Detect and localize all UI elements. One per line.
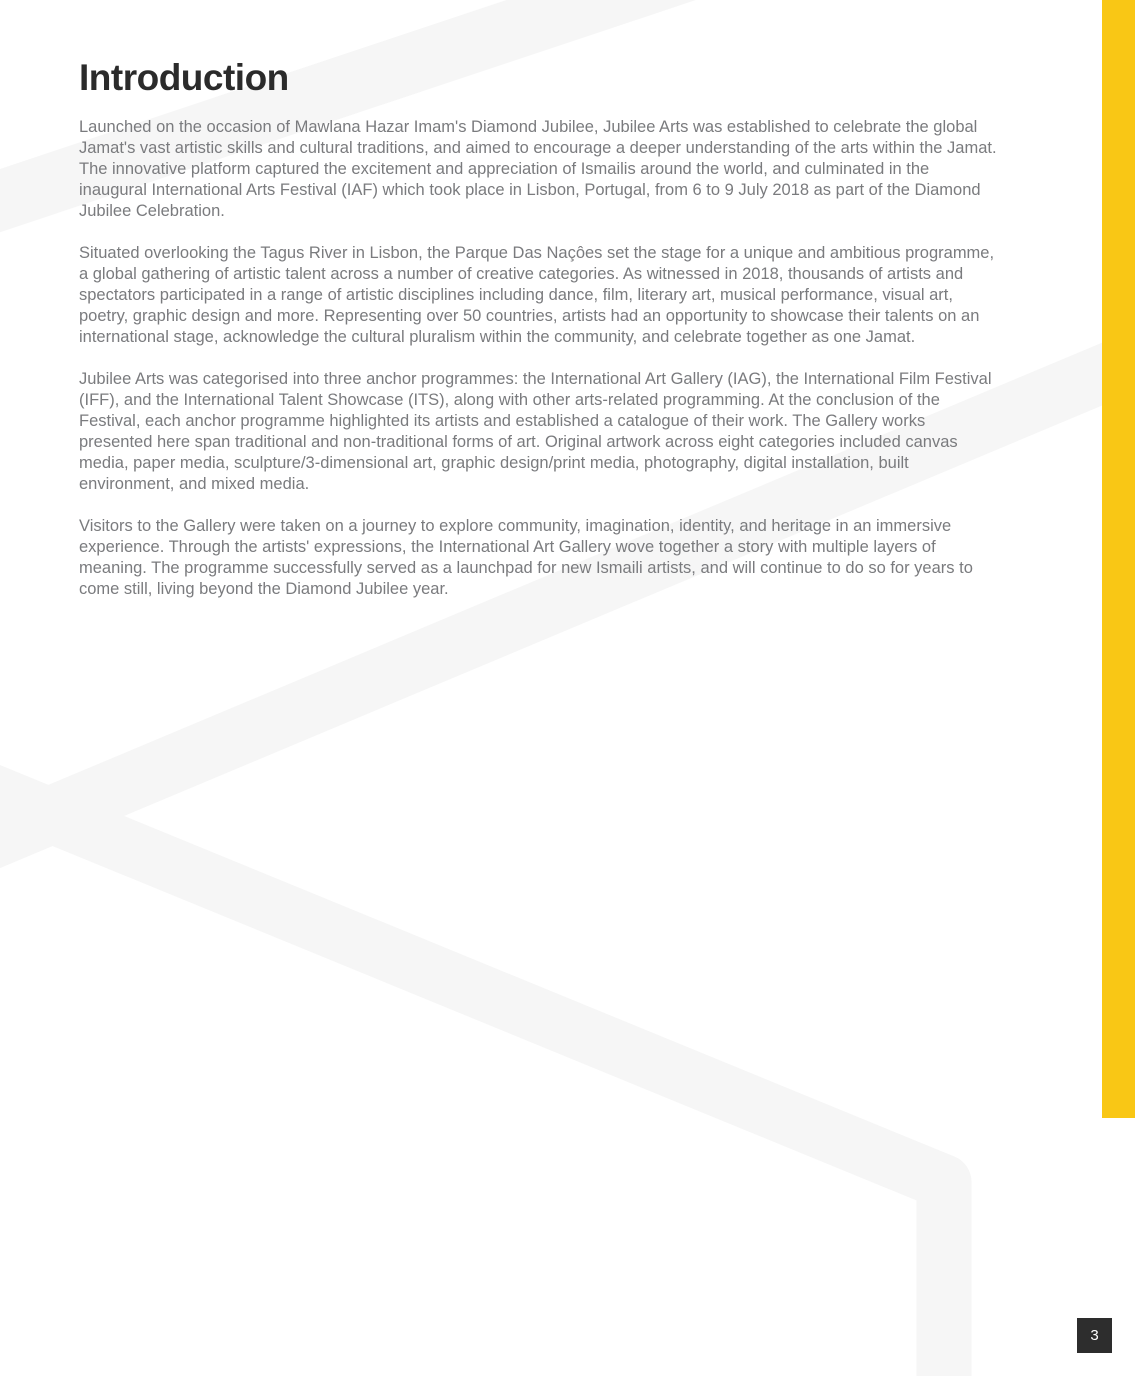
intro-paragraph-3: Jubilee Arts was categorised into three anchor programmes: the International Art Gallery (IAG), the International Film Festival (IFF), and the International Talent Showcase (ITS), along with other arts-related programming. At the conclusion of the Festival, each anchor programme highlighted its artists and established a catalogue of their work. The Gallery works presented here span traditional and non-traditional forms of art. Original artwork across eight categories included canvas media, paper media, sculpture/3-dimensional art, graphic design/print media, photography, digital installation, built environment, and mixed media. [79, 370, 992, 493]
intro-paragraph-1: Launched on the occasion of Mawlana Hazar Imam's Diamond Jubilee, Jubilee Arts was established to celebrate the global Jamat's vast artistic skills and cultural traditions, and aimed to encourage a deeper understanding of the arts within the Jamat. The innovative platform captured the excitement and appreciation of Ismailis around the world, and culminated in the inaugural International Arts Festival (IAF) which took place in Lisbon, Portugal, from 6 to 9 July 2018 as part of the Diamond Jubilee Celebration. [79, 118, 997, 220]
content-area [79, 57, 1001, 621]
page-number-badge [1077, 1318, 1112, 1353]
intro-paragraph-4: Visitors to the Gallery were taken on a journey to explore community, imagination, identity, and heritage in an immersive experience. Through the artists' expressions, the International Art Gallery wove together a story with multiple layers of meaning. The programme successfully served as a launchpad for new Ismaili artists, and will continue to do so for years to come still, living beyond the Diamond Jubilee year. [79, 517, 973, 598]
accent-bar [1102, 0, 1135, 1118]
intro-paragraph-2: Situated overlooking the Tagus River in Lisbon, the Parque Das Naçôes set the stage for a unique and ambitious programme, a global gathering of artistic talent across a number of creative categories. As witnessed in 2018, thousands of artists and spectators participated in a range of artistic disciplines including dance, film, literary art, musical performance, visual art, poetry, graphic design and more. Representing over 50 countries, artists had an opportunity to showcase their talents on an international stage, acknowledge the cultural pluralism within the community, and celebrate together as one Jamat. [79, 244, 995, 346]
page-title: Introduction [79, 57, 289, 98]
page-number: 3 [1090, 1327, 1099, 1344]
watermark-band-elbow [0, 766, 944, 1376]
